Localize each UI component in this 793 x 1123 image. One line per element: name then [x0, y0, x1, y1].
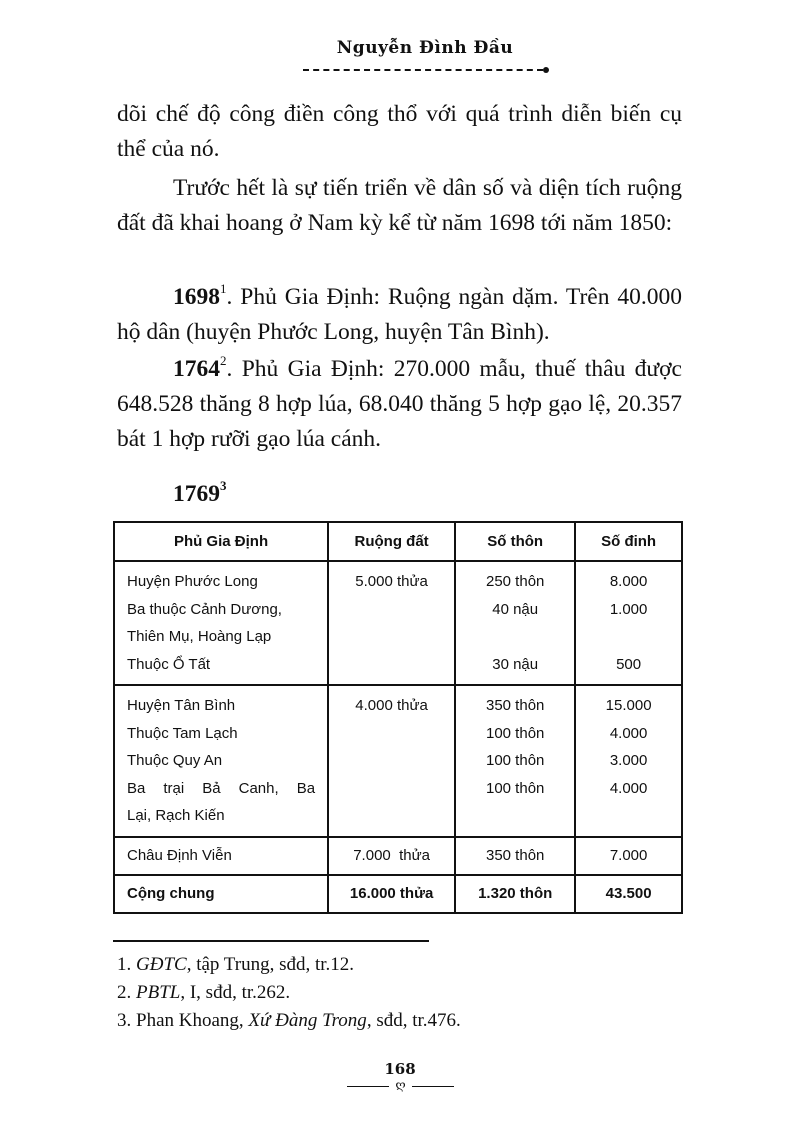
- footnote-citation: , tập Trung, sđd, tr.12.: [186, 954, 355, 975]
- line: 40 nậu: [492, 600, 539, 618]
- entry-1764: [117, 352, 682, 457]
- footnote-2: [117, 979, 461, 1007]
- footnote-source-title: PBTL: [136, 982, 181, 1003]
- cell-district: [114, 561, 328, 685]
- running-head-rule-dot: [543, 67, 549, 73]
- line: [576, 623, 681, 651]
- line: Thiên Mụ, Hoàng Lạp: [127, 628, 272, 645]
- column-header-so-thon: Số thôn: [455, 522, 575, 561]
- cell-total-label: [114, 875, 328, 913]
- line: 15.000: [605, 697, 652, 714]
- column-header-ruong-dat: Ruộng đất: [328, 522, 455, 561]
- population-land-table: [113, 521, 683, 914]
- line: 1.000: [609, 600, 648, 618]
- cell-ruong-dat: [328, 561, 455, 685]
- column-header-so-dinh: Số đinh: [575, 522, 682, 561]
- line: Thuộc Quy An: [127, 752, 223, 769]
- page-number: 168: [384, 1060, 416, 1078]
- footnote-ref[interactable]: 2: [220, 353, 227, 369]
- entry-text: . Phủ Gia Định: Ruộng ngàn dặm. Trên 40.000 hộ dân (huyện Phước Long, huyện Tân Bình).: [117, 284, 682, 345]
- line: 4.000: [609, 779, 648, 797]
- page-ornament-icon: ღ: [395, 1078, 406, 1092]
- footnote-number: 3. Phan Khoang,: [117, 1010, 249, 1031]
- line: 16.000 thửa: [349, 884, 434, 902]
- line: 100 thôn: [485, 752, 545, 769]
- running-head-author: Nguyễn Đình Đầu: [336, 38, 514, 58]
- line: Thuộc Ổ Tất: [127, 655, 211, 673]
- cell-so-thon: [455, 837, 575, 875]
- footnote-ref[interactable]: 3: [220, 478, 227, 494]
- paragraph-continuation: dõi chế độ công điền công thổ với quá trình diễn biến cụ thể của nó.: [117, 101, 682, 162]
- cell-ruong-dat: [328, 837, 455, 875]
- entry-year: 1764: [173, 356, 220, 382]
- line: Ba trại Bả Canh, Ba: [127, 779, 316, 797]
- entry-1698: [117, 280, 682, 350]
- line: 350 thôn: [485, 697, 545, 714]
- cell-so-thon: [455, 685, 575, 837]
- cell-so-dinh: [575, 837, 682, 875]
- footnote-number: 1.: [117, 954, 136, 975]
- line: Châu Định Viễn: [127, 846, 232, 864]
- line: 500: [616, 655, 642, 673]
- cell-total-so-dinh: [575, 875, 682, 913]
- line: 4.000: [609, 724, 648, 742]
- line: [456, 623, 574, 651]
- paragraph-intro: Trước hết là sự tiến triển về dân số và diện tích ruộng đất đã khai hoang ở Nam kỳ kể từ năm 1698 tới năm 1850:: [117, 175, 682, 236]
- column-header-phu-gia-dinh: Phủ Gia Định: [114, 522, 328, 561]
- line: 8.000: [609, 573, 648, 590]
- line: 5.000 thửa: [355, 573, 428, 590]
- entry-1769-heading: [117, 477, 682, 512]
- line: 4.000 thửa: [355, 697, 428, 714]
- line: 30 nậu: [492, 655, 539, 673]
- table-row-huyen-tan-binh: [114, 685, 682, 837]
- footnote-number: 2.: [117, 982, 136, 1003]
- running-head-rule: [303, 69, 543, 71]
- cell-so-dinh: [575, 685, 682, 837]
- cell-district: [114, 685, 328, 837]
- table-row-total: [114, 875, 682, 913]
- line: Lại, Rạch Kiến: [127, 807, 225, 824]
- line: 7.000: [609, 846, 648, 864]
- cell-total-ruong-dat: [328, 875, 455, 913]
- line: 250 thôn: [485, 573, 545, 590]
- line: 1.320 thôn: [478, 884, 553, 902]
- cell-district: [114, 837, 328, 875]
- line: 7.000 thửa: [353, 846, 430, 864]
- cell-so-thon: [455, 561, 575, 685]
- line: 350 thôn: [485, 846, 545, 864]
- footnote-citation: , I, sđd, tr.262.: [180, 982, 291, 1003]
- entry-text: . Phủ Gia Định: 270.000 mẫu, thuế thâu được 648.528 thăng 8 hợp lúa, 68.040 thăng 5 hợp gạo lệ, 20.357 bát 1 hợp rưỡi gạo lúa cánh.: [117, 356, 682, 452]
- entry-year: 1698: [173, 284, 220, 310]
- footnote-source-title: GĐTC: [136, 954, 187, 975]
- page-number-rule-left: [347, 1086, 389, 1087]
- cell-total-so-thon: [455, 875, 575, 913]
- table-row-huyen-phuoc-long: [114, 561, 682, 685]
- footnotes: [117, 951, 461, 1035]
- line: Huyện Tân Bình: [127, 697, 236, 714]
- footnote-separator: [113, 940, 429, 942]
- line: Ba thuộc Cảnh Dương,: [127, 600, 282, 618]
- footnote-ref[interactable]: 1: [220, 281, 227, 297]
- page-number-rule-right: [412, 1086, 454, 1087]
- footnote-source-title: Xứ Đàng Trong: [248, 1010, 367, 1031]
- entry-year: 1769: [173, 481, 220, 507]
- line: 43.500: [605, 884, 652, 902]
- footnote-3: [117, 1007, 461, 1035]
- footnote-citation: , sđd, tr.476.: [366, 1010, 461, 1031]
- line: Huyện Phước Long: [127, 573, 258, 590]
- table-header-row: [114, 522, 682, 561]
- line: Cộng chung: [127, 884, 215, 902]
- footnote-1: [117, 951, 461, 979]
- cell-so-dinh: [575, 561, 682, 685]
- line: Thuộc Tam Lạch: [127, 724, 238, 742]
- line: 100 thôn: [485, 724, 545, 742]
- line: 3.000: [609, 752, 648, 769]
- line: 100 thôn: [485, 779, 545, 797]
- table-row-chau-dinh-vien: [114, 837, 682, 875]
- cell-ruong-dat: [328, 685, 455, 837]
